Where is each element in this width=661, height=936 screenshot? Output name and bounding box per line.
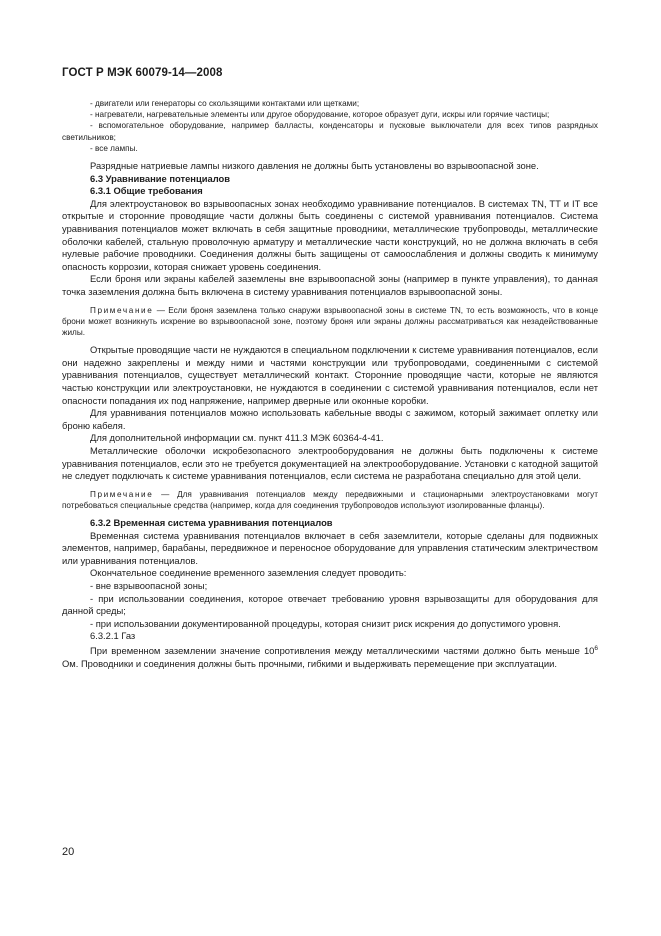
paragraph-text: При временном заземлении значение сопротивления между металлическими частями должно быть меньше 10 xyxy=(90,645,595,657)
list-item: - вспомогательное оборудование, например балласты, конденсаторы и пусковые выключатели для всех типов разрядных светильников; xyxy=(62,121,598,142)
paragraph: Временная система уравнивания потенциалов включает в себя заземлители, которые сделаны для подвижных элементов, например, барабаны, передвижное и переносное оборудование для управления статическим электричеством или уравнивания потенциалов. xyxy=(62,529,598,566)
paragraph: Для дополнительной информации см. пункт 411.3 МЭК 60364-4-41. xyxy=(90,432,384,444)
note-label: Примечание xyxy=(90,489,154,499)
subsection-heading: 6.3.2 Временная система уравнивания потенциалов xyxy=(90,517,333,529)
document-header: ГОСТ Р МЭК 60079-14—2008 xyxy=(62,67,223,79)
note-text: — Для уравнивания потенциалов между передвижными и стационарными электроустановками могут потребоваться специальные средства (например, когда для соединения трубопроводов используют изолированные фланцы). xyxy=(62,489,598,510)
document-body xyxy=(62,98,598,670)
list-item: - вне взрывоопасной зоны; xyxy=(90,580,208,592)
paragraph: Открытые проводящие части не нуждаются в специальном подключении к системе уравнивания потенциалов, если они надежно закреплены и между ними и частями конструкции или трубопроводами, соединенными с системой уравнивания потенциалов, существует металлический контакт. Сторонние проводящие части, которые не являются частью конструкции или электроустановки, не нуждаются в соединении с системой уравнивания потенциалов, если нет опасности попадания их под напряжение, например дверные или оконные коробки. xyxy=(62,344,598,406)
paragraph xyxy=(62,643,598,670)
subsection-heading: 6.3.1 Общие требования xyxy=(90,185,203,197)
section-heading: 6.3 Уравнивание потенциалов xyxy=(90,172,231,184)
superscript: 6 xyxy=(594,645,598,653)
paragraph: Разрядные натриевые лампы низкого давления не должны быть установлены во взрывоопасной зоне. xyxy=(90,160,539,172)
paragraph: Окончательное соединение временного заземления следует проводить: xyxy=(90,567,407,579)
paragraph-text: Ом. Проводники и соединения должны быть прочными, гибкими и выдерживать перемещение при эксплуатации. xyxy=(62,657,558,669)
subsection-heading: 6.3.2.1 Газ xyxy=(90,630,136,642)
list-item: - двигатели или генераторы со скользящими контактами или щетками; xyxy=(90,99,360,108)
note xyxy=(62,305,598,339)
paragraph: Для электроустановок во взрывоопасных зонах необходимо уравнивание потенциалов. В системах TN, TT и IT все открытые и сторонние проводящие части должны быть соединены с системой уравнивания потенциалов. Система уравнивания потенциалов может включать в себя защитные проводники, металлические трубопроводы, металлические оболочки кабелей, стальную проволочную арматуру и металлические части конструкций, но не должна включать в себя нулевые рабочие проводники. Соединения должны быть защищены от самоослабления и должны сводить к минимуму опасность коррозии, которая снижает уровень соединения. xyxy=(62,197,598,272)
list-item: - при использовании соединения, которое отвечает требованию уровня взрывозащиты для оборудования для данной среды; xyxy=(62,592,598,617)
note-text: — Если броня заземлена только снаружи взрывоопасной зоны в системе TN, то есть возможность, что в конце брони может возникнуть искрение во взрывоопасной зоне, поэтому броня или экраны должны рассматриваться как незадействованные жилы. xyxy=(62,305,598,337)
note-label: Примечание xyxy=(90,305,154,315)
paragraph: Для уравнивания потенциалов можно использовать кабельные вводы с зажимом, который зажимает оплетку или броню кабеля. xyxy=(62,407,598,431)
page-number: 20 xyxy=(62,846,75,858)
paragraph: Металлические оболочки искробезопасного электрооборудования не должны быть подключены к системе уравнивания потенциалов, если это не требуется документацией на электрооборудование. Установки с катодной защитой не следует подключать к системе уравнивания потенциалов, если система не разработана специально для этой цели. xyxy=(62,444,598,482)
note xyxy=(62,489,598,511)
list-item: - нагреватели, нагревательные элементы или другое оборудование, которое образует дуги, искры или горячие частицы; xyxy=(90,110,550,120)
paragraph: Если броня или экраны кабелей заземлены вне взрывоопасной зоны (например в пункте управления), то данная точка заземления должна быть включена в систему уравнивания потенциалов взрывоопасной зоны. xyxy=(62,273,598,297)
list-item: - все лампы. xyxy=(90,143,138,153)
list-item: - при использовании документированной процедуры, которая снизит риск искрения до допустимого уровня. xyxy=(90,617,561,629)
